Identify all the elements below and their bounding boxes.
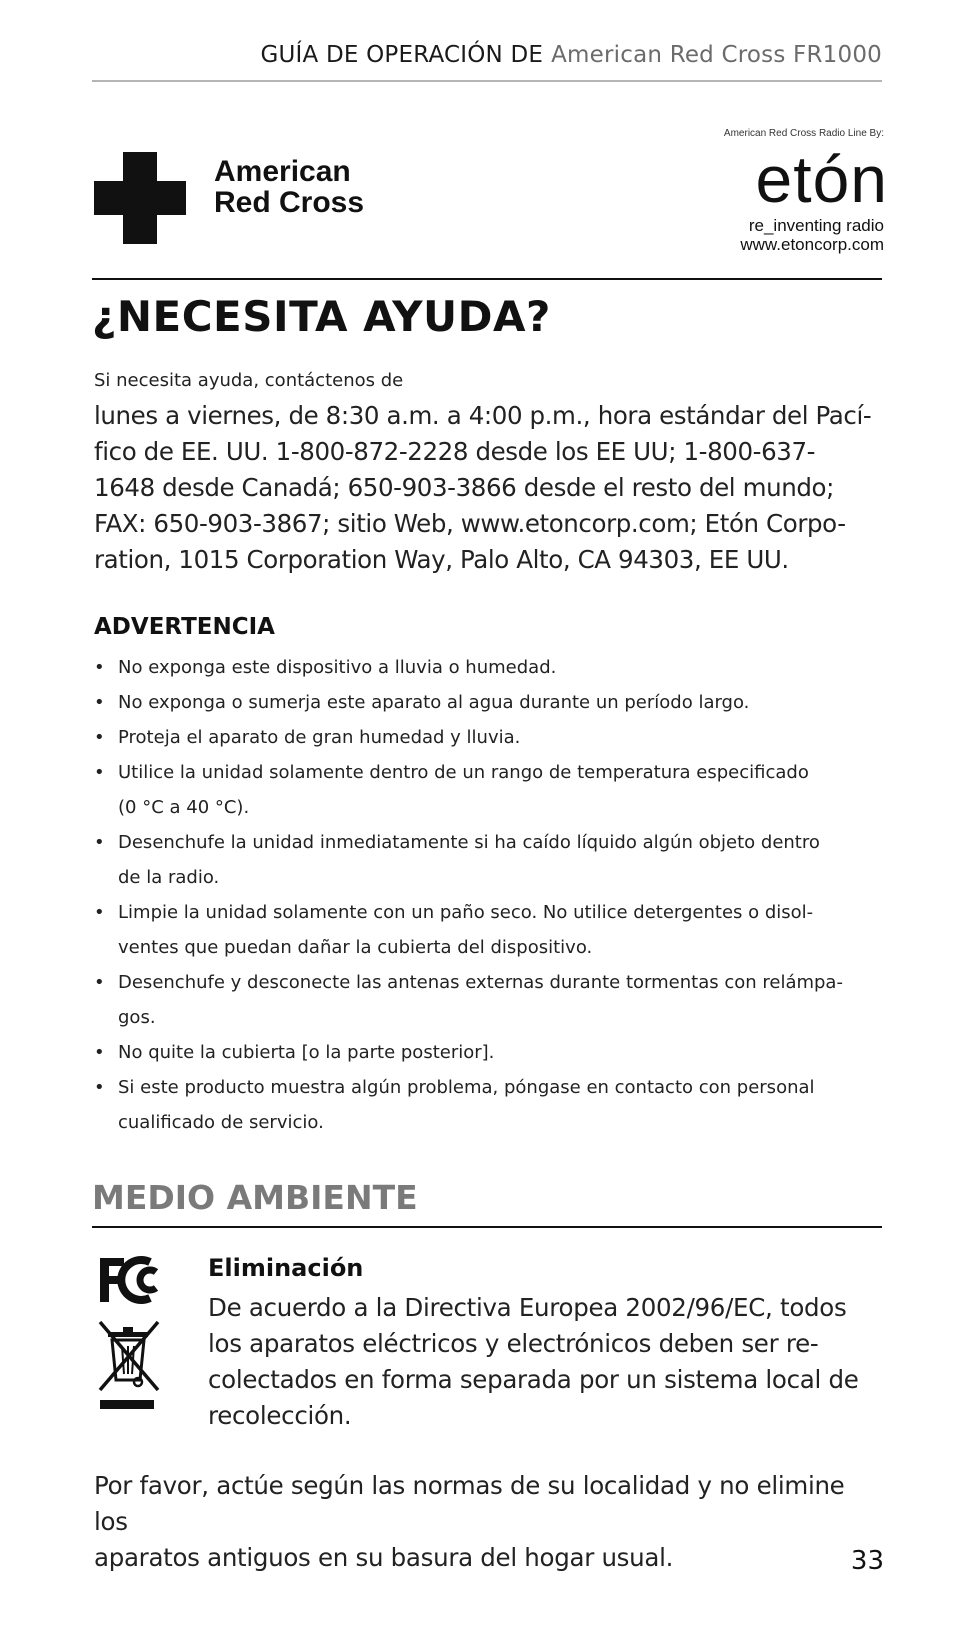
bullet: • (94, 1042, 105, 1063)
help-line: lunes a viernes, de 8:30 a.m. a 4:00 p.m., hora estándar del Pací- (94, 401, 872, 430)
list-item-text: (0 °C a 40 °C). (118, 797, 250, 818)
arc-logo-line1: American (214, 155, 351, 188)
list-item (94, 720, 884, 755)
bullet: • (94, 692, 105, 713)
help-line: FAX: 650-903-3867; sitio Web, www.etoncorp.com; Etón Corpo- (94, 509, 846, 538)
list-item-text: gos. (118, 1007, 156, 1028)
model-name: American Red Cross FR1000 (551, 42, 882, 68)
list-item (94, 895, 884, 965)
page-number: 33 (850, 1546, 884, 1576)
list-item-text: No exponga o sumerja este aparato al agua durante un período largo. (118, 692, 750, 713)
bullet: • (94, 902, 105, 923)
arc-logo-text (214, 156, 364, 218)
eton-tagline-block (740, 216, 884, 254)
eton-url: www.etoncorp.com (740, 235, 884, 254)
bullet: • (94, 972, 105, 993)
page-title: ¿NECESITA AYUDA? (92, 292, 551, 341)
list-item (94, 965, 884, 1035)
closing-line: aparatos antiguos en su basura del hogar usual. (94, 1543, 674, 1572)
bullet: • (94, 657, 105, 678)
help-intro: Si necesita ayuda, contáctenos de (94, 370, 404, 391)
disposal-heading: Eliminación (208, 1254, 364, 1282)
list-item-text: cualificado de servicio. (118, 1112, 324, 1133)
arc-logo-line2: Red Cross (214, 186, 365, 219)
list-item-text: Desenchufe y desconecte las antenas externas durante tormentas con relámpa- (118, 972, 843, 993)
disposal-paragraph (208, 1290, 884, 1434)
list-item (94, 755, 884, 825)
weee-crossed-bin-icon (96, 1318, 162, 1412)
list-item (94, 1070, 884, 1140)
list-item (94, 650, 884, 685)
list-item-text: de la radio. (118, 867, 220, 888)
closing-line: Por favor, actúe según las normas de su localidad y no elimine los (94, 1471, 845, 1536)
bullet: • (94, 727, 105, 748)
disposal-line: colectados en forma separada por un sistema local de (208, 1365, 859, 1394)
list-item-text: Utilice la unidad solamente dentro de un rango de temperatura especificado (118, 762, 809, 783)
disposal-line: De acuerdo a la Directiva Europea 2002/96/EC, todos (208, 1293, 847, 1322)
list-item-text: Proteja el aparato de gran humedad y lluvia. (118, 727, 521, 748)
warning-heading: ADVERTENCIA (94, 614, 275, 640)
disposal-line: los aparatos eléctricos y electrónicos deben ser re- (208, 1329, 819, 1358)
guide-label: GUÍA DE OPERACIÓN DE (260, 42, 544, 68)
running-header (260, 42, 882, 68)
help-line: 1648 desde Canadá; 650-903-3866 desde el resto del mundo; (94, 473, 834, 502)
help-line: ration, 1015 Corporation Way, Palo Alto, CA 94303, EE UU. (94, 545, 789, 574)
fcc-icon (98, 1254, 168, 1306)
list-item-text: Si este producto muestra algún problema, póngase en contacto con personal (118, 1077, 815, 1098)
closing-paragraph (94, 1468, 884, 1576)
header-rule (92, 80, 882, 82)
list-item-text: Desenchufe la unidad inmediatamente si ha caído líquido algún objeto dentro (118, 832, 820, 853)
list-item (94, 825, 884, 895)
list-item-text: No quite la cubierta [o la parte posterior]. (118, 1042, 495, 1063)
title-rule (92, 278, 882, 280)
bullet: • (94, 832, 105, 853)
list-item-text: No exponga este dispositivo a lluvia o humedad. (118, 657, 557, 678)
environment-rule (92, 1226, 882, 1228)
red-cross-icon (94, 152, 186, 244)
list-item-text: Limpie la unidad solamente con un paño seco. No utilice detergentes o disol- (118, 902, 814, 923)
eton-tagline: re_inventing radio (748, 216, 884, 235)
warning-list (94, 650, 884, 1140)
disposal-line: recolección. (208, 1401, 352, 1430)
bullet: • (94, 1077, 105, 1098)
help-contact-paragraph (94, 398, 884, 578)
eton-byline: American Red Cross Radio Line By: (723, 128, 884, 139)
list-item (94, 685, 884, 720)
eton-logo: etón (755, 142, 888, 216)
bullet: • (94, 762, 105, 783)
environment-heading: MEDIO AMBIENTE (92, 1178, 418, 1217)
list-item-text: ventes que puedan dañar la cubierta del dispositivo. (118, 937, 593, 958)
help-line: fico de EE. UU. 1-800-872-2228 desde los EE UU; 1-800-637- (94, 437, 816, 466)
list-item (94, 1035, 884, 1070)
